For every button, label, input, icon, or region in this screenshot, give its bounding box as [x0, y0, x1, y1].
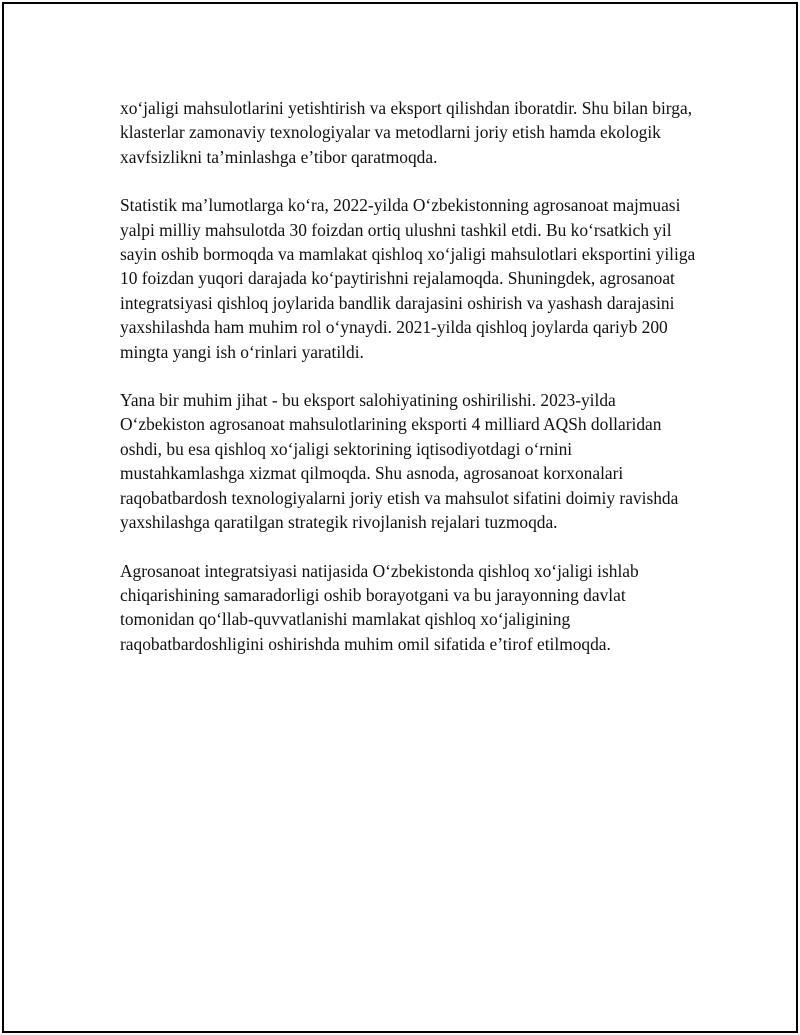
paragraph-4: Agrosanoat integratsiyasi natijasida O‘zbekistonda qishloq xo‘jaligi ishlab chiqarishining samaradorligi oshib borayotgani va bu jarayonning davlat tomonidan qo‘llab-quvvatlanishi mamlakat qishloq xo‘jaligining raqobatbardoshligini oshirishda muhim omil sifatida e’tirof etilmoqda.: [120, 560, 639, 654]
paragraph-2: Statistik ma’lumotlarga ko‘ra, 2022-yilda O‘zbekistonning agrosanoat majmuasi yalpi milliy mahsulotda 30 foizdan ortiq ulushni tashkil etdi. Bu ko‘rsatkich yil sayin oshib bormoqda va mamlakat qishloq xo‘jaligi mahsulotlari eksportini yiliga 10 foizdan yuqori darajada ko‘paytirishni rejalamoqda. Shuningdek, agrosanoat integratsiyasi qishloq joylarida bandlik darajasini oshirish va yashash darajasini yaxshilashda ham muhim rol o‘ynaydi. 2021-yilda qishloq joylarda qariyb 200 mingta yangi ish o‘rinlari yaratildi.: [120, 195, 696, 362]
document-body: [120, 96, 700, 680]
page-frame: [2, 2, 798, 1033]
paragraph-3: Yana bir muhim jihat - bu eksport salohiyatining oshirilishi. 2023-yilda O‘zbekiston agrosanoat mahsulotlarining eksporti 4 milliard AQSh dollaridan oshdi, bu esa qishloq xo‘jaligi sektorining iqtisodiyotdagi o‘rnini mustahkamlashga xizmat qilmoqda. Shu asnoda, agrosanoat korxonalari raqobatbardosh texnologiyalarni joriy etish va mahsulot sifatini doimiy ravishda yaxshilashga qaratilgan strategik rivojlanish rejalari tuzmoqda.: [120, 390, 679, 533]
paragraph-1: xo‘jaligi mahsulotlarini yetishtirish va eksport qilishdan iboratdir. Shu bilan birga, klasterlar zamonaviy texnologiyalar va metodlarni joriy etish hamda ekologik xavfsizlikni ta’minlashga e’tibor qaratmoqda.: [120, 98, 693, 167]
